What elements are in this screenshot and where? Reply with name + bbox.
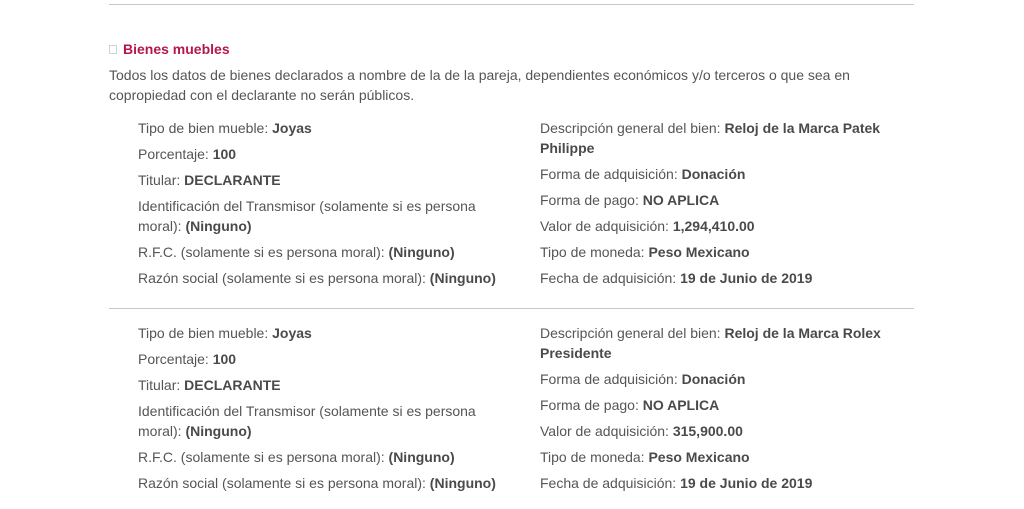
field-porcentaje [138,349,508,369]
field-descripcion [540,323,912,363]
field-value: Reloj de la Marca Rolex Presidente [540,325,881,361]
field-label: Valor de adquisición: [540,423,669,439]
field-value: Joyas [272,325,312,341]
field-value: Reloj de la Marca Patek Philippe [540,120,881,156]
field-tipo-bien [138,118,508,138]
field-value: Joyas [272,120,312,136]
field-tipo-moneda [540,447,912,467]
field-label: Tipo de bien mueble: [138,120,269,136]
section-intro: Todos los datos de bienes declarados a nombre de la de la pareja, dependientes económicos y/o terceros o que sea en copropiedad con el declarante no serán públicos. [109,67,850,103]
field-label: Tipo de moneda: [540,449,645,465]
field-razon-social [138,473,508,493]
field-porcentaje [138,144,508,164]
field-value: 19 de Junio de 2019 [680,475,813,491]
field-forma-adquisicion [540,164,912,184]
section-title-text: Bienes muebles [123,41,230,57]
field-label: Forma de adquisición: [540,371,678,387]
field-value: 100 [212,146,237,162]
field-value: Donación [681,166,746,182]
field-label: R.F.C. (solamente si es persona moral): [138,449,385,465]
field-rfc [138,242,508,262]
field-fecha-adquisicion [540,473,912,493]
field-label: Descripción general del bien: [540,120,721,136]
field-label: Identificación del Transmisor (solamente si es persona moral): [138,403,476,439]
field-value: Peso Mexicano [648,449,750,465]
field-label: Identificación del Transmisor (solamente si es persona moral): [138,198,476,234]
field-value: 19 de Junio de 2019 [680,270,813,286]
field-titular [138,170,508,190]
field-value: Donación [681,371,746,387]
field-value: (Ninguno) [429,475,496,491]
field-fecha-adquisicion [540,268,912,288]
field-value: (Ninguno) [388,449,455,465]
section-title [109,40,230,58]
top-divider [109,4,914,5]
field-valor-adquisicion [540,216,912,236]
field-value: (Ninguno) [185,218,252,234]
field-razon-social [138,268,508,288]
field-value: DECLARANTE [184,172,281,188]
field-value: 100 [212,351,237,367]
field-value: (Ninguno) [429,270,496,286]
field-label: Forma de pago: [540,397,639,413]
section-marker-icon [109,45,117,54]
field-label: Razón social (solamente si es persona moral): [138,270,426,286]
field-label: Tipo de moneda: [540,244,645,260]
field-value: 315,900.00 [672,423,743,439]
field-forma-pago [540,395,912,415]
field-label: Titular: [138,377,181,393]
field-value: DECLARANTE [184,377,281,393]
field-label: Forma de adquisición: [540,166,678,182]
field-value: 1,294,410.00 [672,218,755,234]
field-label: R.F.C. (solamente si es persona moral): [138,244,385,260]
field-value: NO APLICA [642,397,720,413]
field-label: Porcentaje: [138,351,209,367]
field-tipo-moneda [540,242,912,262]
field-tipo-bien [138,323,508,343]
field-descripcion [540,118,912,158]
field-value: Peso Mexicano [648,244,750,260]
field-value: (Ninguno) [388,244,455,260]
field-label: Forma de pago: [540,192,639,208]
field-value: (Ninguno) [185,423,252,439]
field-value: NO APLICA [642,192,720,208]
field-label: Tipo de bien mueble: [138,325,269,341]
field-label: Porcentaje: [138,146,209,162]
field-forma-pago [540,190,912,210]
field-label: Fecha de adquisición: [540,270,677,286]
field-transmisor [138,196,508,236]
field-label: Titular: [138,172,181,188]
field-titular [138,375,508,395]
field-rfc [138,447,508,467]
field-valor-adquisicion [540,421,912,441]
field-forma-adquisicion [540,369,912,389]
field-label: Razón social (solamente si es persona moral): [138,475,426,491]
field-label: Fecha de adquisición: [540,475,677,491]
record-divider [109,308,914,309]
field-label: Descripción general del bien: [540,325,721,341]
field-label: Valor de adquisición: [540,218,669,234]
field-transmisor [138,401,508,441]
